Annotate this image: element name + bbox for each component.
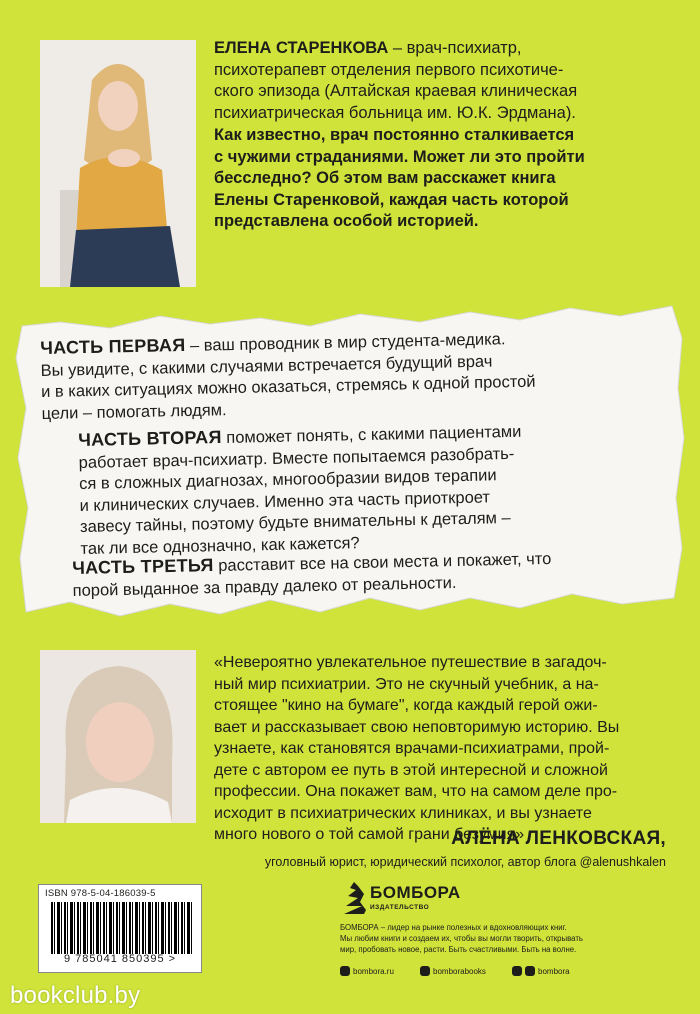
social-telegram-label: bomborabooks bbox=[433, 966, 486, 976]
social-telegram[interactable] bbox=[420, 966, 486, 976]
part-two-line: работает врач-психиатр. Вместе попытаемся разобрать- bbox=[78, 444, 515, 472]
part-two-line: завесу тайны, поэтому будьте внимательны к деталям – bbox=[79, 508, 511, 536]
part-one-line: и в каких ситуациях можно оказаться, стремясь к одной простой bbox=[40, 372, 536, 401]
publisher-socials bbox=[340, 966, 670, 980]
author-bio-line: психотерапевт отделения первого психотиче- bbox=[214, 60, 564, 79]
globe-icon bbox=[340, 966, 350, 976]
publisher-desc-line: мир, пробовать новое, расти. Быть счастливыми. Быть на волне. bbox=[340, 945, 577, 954]
part-two-heading: ЧАСТЬ ВТОРАЯ bbox=[78, 426, 222, 450]
part-three-heading: ЧАСТЬ ТРЕТЬЯ bbox=[72, 555, 214, 578]
part-two bbox=[78, 418, 641, 560]
intro-line: с чужими страданиями. Может ли это пройти bbox=[214, 147, 585, 166]
social-vk-label: bombora bbox=[538, 966, 570, 976]
author-bio-line: психиатрическая больница им. Ю.К. Эрдмана). bbox=[214, 103, 576, 122]
isbn-text: ISBN 978-5-04-186039-5 bbox=[45, 888, 156, 899]
part-one-line: цели – помогать людям. bbox=[41, 400, 227, 423]
reviewer-portrait-illustration bbox=[40, 650, 196, 823]
watermark-text: bookclub.by bbox=[10, 982, 141, 1009]
site-watermark bbox=[0, 984, 700, 1014]
intro-line: Как известно, врач постоянно сталкивается bbox=[214, 126, 575, 144]
quote-line: узнаете, как становятся врачами-психиатрами, прой- bbox=[214, 740, 610, 757]
part-one-line: – ваш проводник в мир студента-медика. bbox=[185, 330, 506, 355]
publisher-subtitle: ИЗДАТЕЛЬСТВО bbox=[370, 904, 430, 911]
reviewer-photo bbox=[40, 650, 196, 823]
author-portrait-illustration bbox=[40, 40, 196, 287]
ok-icon bbox=[525, 966, 535, 976]
isbn-barcode bbox=[38, 884, 202, 973]
quote-line: вает и рассказывает свою неповторимую историю. Вы bbox=[214, 718, 620, 736]
barcode-icon bbox=[51, 902, 193, 954]
quote-line: стоящее "кино на бумаге", когда каждый герой ожи- bbox=[214, 697, 598, 714]
barcode-number: 9 785041 850395 > bbox=[63, 953, 177, 965]
reviewer-role: уголовный юрист, юридический психолог, автор блога @alenushkalen bbox=[264, 855, 666, 869]
part-two-line: и клинических случаев. Именно эта часть приоткроет bbox=[79, 487, 491, 515]
intro-line: представлена особой историей. bbox=[214, 212, 479, 230]
intro-line: бесследно? Об этом вам расскажет книга bbox=[214, 169, 556, 187]
social-website[interactable] bbox=[340, 966, 394, 976]
publisher-name: БОМБОРА bbox=[370, 883, 461, 902]
author-photo bbox=[40, 40, 196, 287]
author-bio bbox=[214, 38, 664, 124]
author-bio-line: ского эпизода (Алтайская краевая клиническая bbox=[214, 82, 578, 100]
part-three-line: расставит все на свои места и покажет, что bbox=[213, 549, 552, 576]
intro-line: Елены Старенковой, каждая часть которой bbox=[214, 190, 569, 209]
quote-line: профессии. Она покажет вам, что на самом деле про- bbox=[214, 783, 618, 800]
part-two-line: так ли все однозначно, как кажется? bbox=[80, 533, 360, 558]
social-website-label: bombora.ru bbox=[353, 966, 394, 976]
publisher-description bbox=[340, 922, 660, 955]
part-one bbox=[40, 326, 627, 425]
quote-line: много нового о той самой грани безумия» bbox=[214, 826, 525, 843]
vk-icon bbox=[512, 966, 522, 976]
social-vk[interactable] bbox=[512, 966, 570, 976]
part-three-line: порой выданное за правду далеко от реальности. bbox=[72, 573, 457, 600]
author-bio-line: – врач-психиатр, bbox=[388, 39, 522, 57]
publisher-logo bbox=[340, 880, 470, 916]
telegram-icon bbox=[420, 966, 430, 976]
quote-line: ный мир психиатрии. Это не скучный учебник, а на- bbox=[214, 675, 599, 693]
author-name: ЕЛЕНА СТАРЕНКОВА bbox=[214, 39, 389, 57]
part-one-heading: ЧАСТЬ ПЕРВАЯ bbox=[40, 334, 186, 358]
review-quote bbox=[214, 652, 666, 846]
publisher-desc-line: БОМБОРА – лидер на рынке полезных и вдохновляющих книг. bbox=[340, 923, 567, 932]
quote-line: дете с автором ее путь в этой интересной и сложной bbox=[214, 761, 608, 779]
quote-line: исходит в психиатрических клиниках, и вы узнаете bbox=[214, 804, 592, 822]
part-two-line: ся в сложных диагнозах, многообразии видов терапии bbox=[78, 466, 497, 493]
part-two-line: поможет понять, с какими пациентами bbox=[221, 422, 522, 447]
part-one-line: Вы увидите, с какими случаями встречается будущий врач bbox=[40, 352, 493, 380]
publisher-desc-line: Мы любим книги и создаем их, чтобы вы могли творить, открывать bbox=[340, 934, 583, 943]
reviewer-name: АЛЁНА ЛЕНКОВСКАЯ, bbox=[451, 828, 666, 849]
intro-paragraph bbox=[214, 125, 664, 233]
quote-line: «Невероятно увлекательное путешествие в загадоч- bbox=[214, 654, 607, 671]
bombora-logo-icon bbox=[340, 880, 368, 916]
